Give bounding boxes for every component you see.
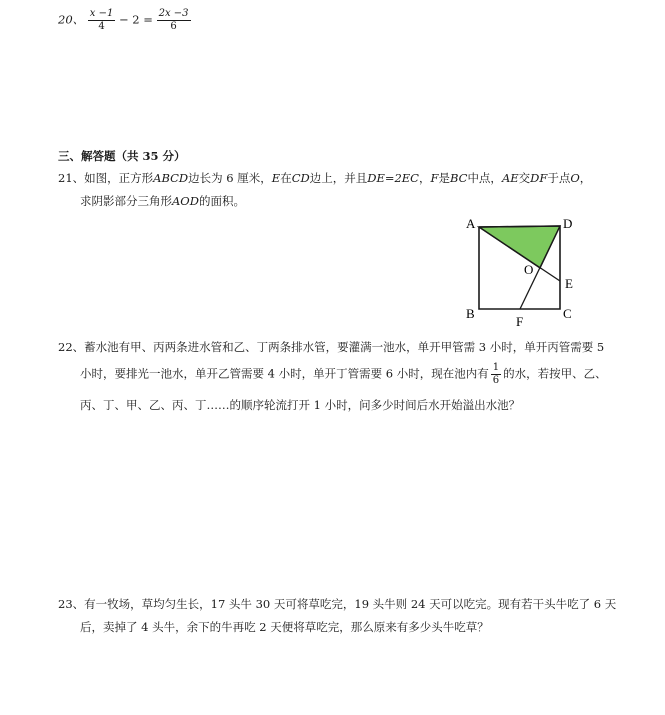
- question-23-line-1: 23、有一牧场，草均匀生长，17 头牛 30 天可将草吃完，19 头牛则 24 天可以吃完。现有若干头牛吃了 6 天: [58, 597, 617, 611]
- label-o: O: [524, 262, 534, 277]
- square-figure: [455, 212, 595, 334]
- question-23-line-2: 后，卖掉了 4 头牛，余下的牛再吃 2 天便将草吃完，那么原来有多少头牛吃草？: [80, 620, 489, 634]
- question-22-line-1: 22、蓄水池有甲、丙两条进水管和乙、丁两条排水管，要灌满一池水，单开甲管需 3 小时，单开丙管需要 5: [58, 340, 605, 354]
- shaded-triangle-aod: [479, 226, 560, 268]
- question-21-line-1: 21、如图，正方形ABCD边长为 6 厘米，E在CD边上，并且DE=2EC，F是BC中点，AE交DF于点O，: [58, 171, 592, 185]
- label-c: C: [563, 306, 572, 321]
- label-e: E: [565, 276, 573, 291]
- label-a: A: [466, 216, 476, 231]
- fraction-lhs: $\frac{x -1}{4}$: [89, 8, 114, 32]
- question-22-line-3: 丙、丁、甲、乙、丙、丁……的顺序轮流打开 1 小时，问多少时间后水开始溢出水池？: [80, 398, 521, 412]
- question-21-line-2: 求阴影部分三角形AOD的面积。: [80, 194, 245, 208]
- question-number: 20、: [58, 12, 85, 27]
- minus-two: − 2 =: [119, 12, 153, 27]
- question-22-line-2: 小时，要排光一池水，单开乙管需要 4 小时，单开丁管需要 6 小时，现在池内有 $\frac{1}{6}$ 的水，若按甲、乙、: [80, 362, 607, 386]
- fraction-rhs: $\frac{2x -3}{6}$: [158, 8, 189, 32]
- label-d: D: [563, 216, 573, 231]
- label-b: B: [466, 306, 475, 321]
- section-title: 三、解答题（共 35 分）: [58, 149, 186, 163]
- question-20: [58, 8, 191, 33]
- fraction-one-sixth: $\frac{1}{6}$: [492, 362, 500, 386]
- label-f: F: [516, 314, 524, 329]
